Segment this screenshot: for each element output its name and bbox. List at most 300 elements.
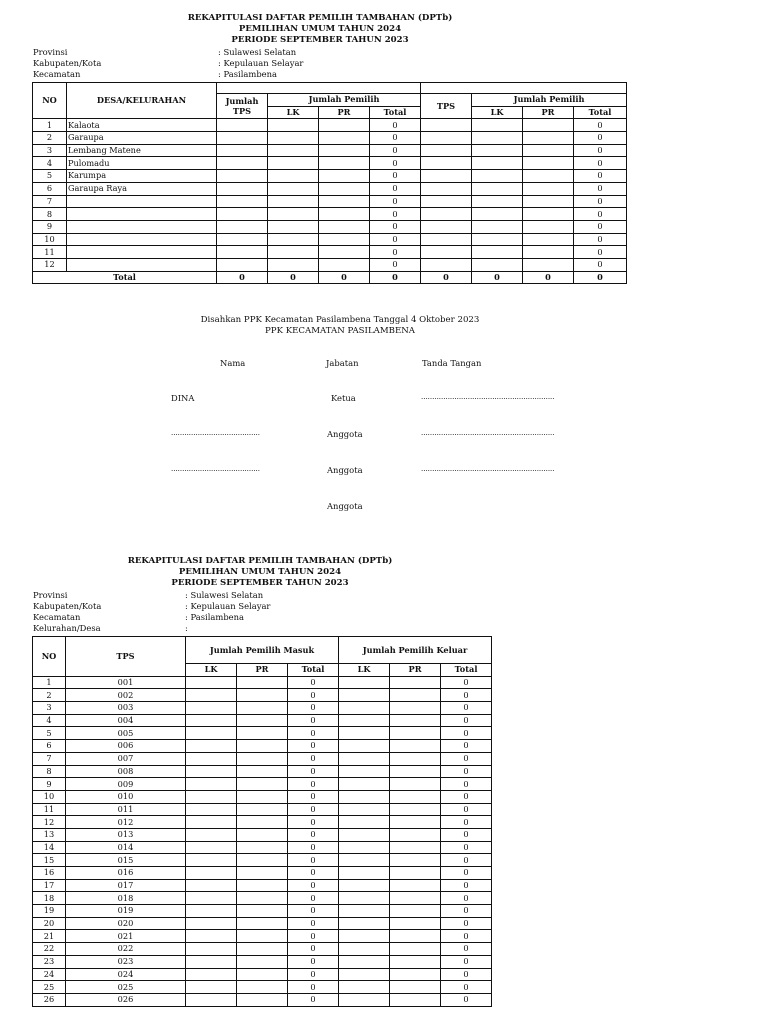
- table-row: [33, 182, 627, 195]
- table-row: [33, 208, 627, 221]
- row-total: 0: [288, 854, 339, 867]
- empty-cell: [421, 208, 472, 221]
- row-total: 0: [574, 170, 627, 183]
- row-total: 0: [441, 943, 492, 956]
- empty-cell: [472, 144, 523, 157]
- row-total: 0: [288, 841, 339, 854]
- row-total: 0: [441, 752, 492, 765]
- empty-cell: [390, 689, 441, 702]
- row-no: 1: [33, 119, 67, 132]
- table-row: [33, 930, 492, 943]
- empty-cell: [472, 258, 523, 271]
- empty-cell: [421, 119, 472, 132]
- row-total: 0: [370, 132, 421, 145]
- row-desa: [67, 233, 217, 246]
- row-total: 0: [441, 816, 492, 829]
- row-total: 0: [441, 702, 492, 715]
- row-no: 2: [33, 132, 67, 145]
- row-total: 0: [441, 828, 492, 841]
- empty-cell: [237, 841, 288, 854]
- row-no: 22: [33, 943, 66, 956]
- empty-cell: [472, 208, 523, 221]
- row-tps: 010: [66, 790, 186, 803]
- empty-cell: [523, 233, 574, 246]
- empty-cell: [237, 689, 288, 702]
- empty-cell: [390, 740, 441, 753]
- empty-cell: [237, 943, 288, 956]
- empty-cell: [390, 803, 441, 816]
- table-row: [33, 993, 492, 1006]
- row-no: 14: [33, 841, 66, 854]
- row-total: 0: [370, 119, 421, 132]
- signature-col-ttd: Tanda Tangan: [422, 358, 482, 368]
- row-total: 0: [288, 981, 339, 994]
- row-no: 5: [33, 727, 66, 740]
- row-total: 0: [574, 182, 627, 195]
- empty-cell: [186, 790, 237, 803]
- row-tps: 024: [66, 968, 186, 981]
- empty-cell: [186, 917, 237, 930]
- empty-cell: [339, 917, 390, 930]
- row-total: 0: [441, 930, 492, 943]
- row-tps: 011: [66, 803, 186, 816]
- row-no: 3: [33, 702, 66, 715]
- total-cell: 0: [574, 271, 627, 284]
- empty-cell: [186, 981, 237, 994]
- row-total: 0: [441, 841, 492, 854]
- row-tps: 017: [66, 879, 186, 892]
- empty-cell: [339, 892, 390, 905]
- row-total: 0: [574, 132, 627, 145]
- row-no: 9: [33, 220, 67, 233]
- empty-cell: [319, 233, 370, 246]
- total-cell: 0: [421, 271, 472, 284]
- signer-name: ........................................: [171, 465, 261, 473]
- empty-cell: [237, 752, 288, 765]
- row-total: 0: [288, 803, 339, 816]
- row-no: 26: [33, 993, 66, 1006]
- empty-cell: [339, 943, 390, 956]
- row-total: 0: [441, 803, 492, 816]
- row-tps: 003: [66, 702, 186, 715]
- table-row: [33, 943, 492, 956]
- empty-cell: [390, 930, 441, 943]
- row-total: 0: [288, 917, 339, 930]
- empty-cell: [472, 182, 523, 195]
- empty-cell: [237, 867, 288, 880]
- table-row: [33, 233, 627, 246]
- empty-cell: [186, 778, 237, 791]
- meta-label: Kecamatan: [33, 612, 81, 622]
- row-desa: [67, 246, 217, 259]
- row-total: 0: [370, 195, 421, 208]
- table-row: [33, 778, 492, 791]
- row-total: 0: [441, 981, 492, 994]
- empty-cell: [237, 803, 288, 816]
- empty-cell: [421, 233, 472, 246]
- empty-cell: [339, 905, 390, 918]
- table-row: [33, 816, 492, 829]
- signer-role: Anggota: [327, 465, 363, 475]
- table-row: [33, 905, 492, 918]
- row-no: 8: [33, 208, 67, 221]
- row-total: 0: [441, 968, 492, 981]
- total-cell: 0: [268, 271, 319, 284]
- signer-name: DINA: [171, 393, 195, 403]
- empty-cell: [186, 854, 237, 867]
- row-total: 0: [441, 993, 492, 1006]
- empty-cell: [217, 132, 268, 145]
- empty-cell: [523, 170, 574, 183]
- empty-cell: [237, 816, 288, 829]
- empty-cell: [268, 258, 319, 271]
- col-jumlah-tps-header: Jumlah TPS: [217, 94, 268, 119]
- empty-cell: [339, 867, 390, 880]
- total-cell: 0: [217, 271, 268, 284]
- empty-cell: [237, 828, 288, 841]
- empty-cell: [186, 892, 237, 905]
- col-pemilih-keluar-header: Jumlah Pemilih Keluar: [339, 637, 492, 664]
- empty-cell: [421, 144, 472, 157]
- empty-cell: [237, 765, 288, 778]
- empty-cell: [268, 119, 319, 132]
- empty-cell: [186, 841, 237, 854]
- empty-cell: [523, 208, 574, 221]
- col-no-header: NO: [33, 637, 66, 677]
- empty-cell: [421, 157, 472, 170]
- empty-cell: [390, 867, 441, 880]
- empty-cell: [472, 119, 523, 132]
- empty-cell: [237, 981, 288, 994]
- empty-cell: [421, 195, 472, 208]
- empty-cell: [237, 727, 288, 740]
- row-tps: 019: [66, 905, 186, 918]
- row-no: 23: [33, 955, 66, 968]
- empty-cell: [217, 182, 268, 195]
- empty-cell: [339, 790, 390, 803]
- row-no: 7: [33, 752, 66, 765]
- row-no: 20: [33, 917, 66, 930]
- col-lk-header: LK: [268, 106, 319, 119]
- desa-recap-table: [32, 82, 627, 284]
- empty-cell: [472, 246, 523, 259]
- row-no: 2: [33, 689, 66, 702]
- row-no: 10: [33, 233, 67, 246]
- empty-cell: [237, 917, 288, 930]
- empty-cell: [186, 702, 237, 715]
- empty-cell: [339, 676, 390, 689]
- empty-cell: [237, 905, 288, 918]
- empty-cell: [523, 258, 574, 271]
- empty-cell: [319, 119, 370, 132]
- empty-cell: [217, 208, 268, 221]
- table-row: [33, 220, 627, 233]
- empty-cell: [390, 892, 441, 905]
- row-desa: [67, 258, 217, 271]
- row-desa: Karumpa: [67, 170, 217, 183]
- row-total: 0: [288, 790, 339, 803]
- table-row: [33, 854, 492, 867]
- table-row: [33, 752, 492, 765]
- meta-row: [33, 612, 433, 623]
- row-total: 0: [574, 233, 627, 246]
- meta-label: Kelurahan/Desa: [33, 623, 101, 633]
- empty-cell: [390, 790, 441, 803]
- empty-cell: [390, 917, 441, 930]
- row-total: 0: [288, 676, 339, 689]
- row-total: 0: [574, 258, 627, 271]
- signer-role: Anggota: [327, 501, 363, 511]
- row-total: 0: [574, 195, 627, 208]
- row-total: 0: [574, 208, 627, 221]
- meta-value: : Pasilambena: [185, 612, 245, 622]
- row-total: 0: [288, 727, 339, 740]
- empty-cell: [319, 208, 370, 221]
- empty-cell: [390, 955, 441, 968]
- col-total-header: Total: [574, 106, 627, 119]
- row-total: 0: [288, 740, 339, 753]
- section1-title: [120, 13, 520, 46]
- empty-cell: [217, 220, 268, 233]
- empty-cell: [339, 981, 390, 994]
- empty-cell: [523, 119, 574, 132]
- row-total: 0: [288, 828, 339, 841]
- meta-value: : Kepulauan Selayar: [185, 601, 271, 611]
- table-row: [33, 119, 627, 132]
- section2-title: [60, 556, 460, 589]
- row-total: 0: [441, 790, 492, 803]
- row-total: 0: [441, 905, 492, 918]
- section1-title-line: PERIODE SEPTEMBER TAHUN 2023: [231, 35, 409, 45]
- empty-cell: [268, 182, 319, 195]
- row-no: 24: [33, 968, 66, 981]
- row-tps: 026: [66, 993, 186, 1006]
- row-total: 0: [288, 993, 339, 1006]
- empty-cell: [319, 220, 370, 233]
- empty-cell: [523, 144, 574, 157]
- meta-value: :: [185, 623, 188, 633]
- row-total: 0: [574, 246, 627, 259]
- col-pr-header: PR: [319, 106, 370, 119]
- approval-line: PPK KECAMATAN PASILAMBENA: [265, 326, 415, 336]
- meta-value: : Sulawesi Selatan: [185, 590, 264, 600]
- empty-cell: [390, 765, 441, 778]
- row-tps: 007: [66, 752, 186, 765]
- row-total: 0: [441, 676, 492, 689]
- empty-cell: [268, 208, 319, 221]
- row-no: 13: [33, 828, 66, 841]
- col-pr-header: PR: [523, 106, 574, 119]
- empty-cell: [339, 854, 390, 867]
- empty-cell: [390, 841, 441, 854]
- row-tps: 015: [66, 854, 186, 867]
- empty-cell: [319, 258, 370, 271]
- row-total: 0: [574, 220, 627, 233]
- empty-cell: [237, 714, 288, 727]
- row-tps: 018: [66, 892, 186, 905]
- empty-cell: [186, 993, 237, 1006]
- col-jumlah-pemilih-header: Jumlah Pemilih: [472, 94, 627, 107]
- empty-cell: [472, 157, 523, 170]
- row-no: 12: [33, 816, 66, 829]
- total-cell: 0: [472, 271, 523, 284]
- col-total-header: Total: [288, 664, 339, 677]
- empty-cell: [390, 905, 441, 918]
- empty-cell: [390, 981, 441, 994]
- row-total: 0: [574, 119, 627, 132]
- row-desa: Kalaota: [67, 119, 217, 132]
- row-tps: 009: [66, 778, 186, 791]
- row-desa: Pulomadu: [67, 157, 217, 170]
- empty-cell: [390, 816, 441, 829]
- signature-line: ............................................................: [421, 465, 555, 473]
- meta-label: Kecamatan: [33, 69, 81, 79]
- empty-cell: [390, 993, 441, 1006]
- empty-cell: [390, 778, 441, 791]
- row-total: 0: [441, 740, 492, 753]
- row-total: 0: [288, 905, 339, 918]
- row-tps: 016: [66, 867, 186, 880]
- empty-cell: [319, 144, 370, 157]
- row-no: 9: [33, 778, 66, 791]
- table-row: [33, 157, 627, 170]
- section2-title-line: PERIODE SEPTEMBER TAHUN 2023: [171, 578, 349, 588]
- meta-row: [33, 47, 433, 58]
- table-row: [33, 765, 492, 778]
- empty-cell: [339, 702, 390, 715]
- row-no: 15: [33, 854, 66, 867]
- empty-cell: [390, 854, 441, 867]
- section1-title-line: REKAPITULASI DAFTAR PEMILIH TAMBAHAN (DPTb): [187, 13, 453, 23]
- empty-cell: [186, 676, 237, 689]
- row-total: 0: [288, 930, 339, 943]
- signer-name: ........................................: [171, 429, 261, 437]
- empty-cell: [237, 790, 288, 803]
- row-total: 0: [288, 702, 339, 715]
- empty-cell: [186, 879, 237, 892]
- row-total: 0: [370, 208, 421, 221]
- signer-role: Ketua: [331, 393, 356, 403]
- meta-value: : Kepulauan Selayar: [218, 58, 304, 68]
- table-row: [33, 144, 627, 157]
- empty-cell: [523, 220, 574, 233]
- row-total: 0: [370, 170, 421, 183]
- empty-cell: [390, 943, 441, 956]
- row-tps: 025: [66, 981, 186, 994]
- row-no: 4: [33, 157, 67, 170]
- row-desa: [67, 208, 217, 221]
- table-row: [33, 968, 492, 981]
- row-total: 0: [441, 955, 492, 968]
- blank-header-cell: [217, 83, 421, 94]
- table-row: [33, 981, 492, 994]
- meta-label: Provinsi: [33, 47, 68, 57]
- row-no: 3: [33, 144, 67, 157]
- signer-role: Anggota: [327, 429, 363, 439]
- signature-col-jabatan: Jabatan: [326, 358, 359, 368]
- row-desa: Garaupa Raya: [67, 182, 217, 195]
- row-no: 4: [33, 714, 66, 727]
- empty-cell: [186, 727, 237, 740]
- empty-cell: [472, 195, 523, 208]
- empty-cell: [237, 676, 288, 689]
- empty-cell: [390, 968, 441, 981]
- empty-cell: [421, 220, 472, 233]
- table-row: [33, 676, 492, 689]
- empty-cell: [472, 132, 523, 145]
- table-row: [33, 867, 492, 880]
- empty-cell: [186, 740, 237, 753]
- row-desa: Garaupa: [67, 132, 217, 145]
- empty-cell: [390, 676, 441, 689]
- empty-cell: [421, 132, 472, 145]
- empty-cell: [390, 752, 441, 765]
- empty-cell: [186, 752, 237, 765]
- col-total-header: Total: [441, 664, 492, 677]
- empty-cell: [421, 258, 472, 271]
- section2-title-line: REKAPITULASI DAFTAR PEMILIH TAMBAHAN (DPTb): [127, 556, 393, 566]
- empty-cell: [390, 879, 441, 892]
- table-row: [33, 246, 627, 259]
- row-no: 11: [33, 803, 66, 816]
- row-total: 0: [441, 854, 492, 867]
- section2-title-line: PEMILIHAN UMUM TAHUN 2024: [178, 567, 342, 577]
- row-no: 11: [33, 246, 67, 259]
- row-total: 0: [441, 917, 492, 930]
- empty-cell: [237, 955, 288, 968]
- row-total: 0: [441, 727, 492, 740]
- col-pr-header: PR: [390, 664, 441, 677]
- empty-cell: [339, 879, 390, 892]
- row-tps: 008: [66, 765, 186, 778]
- empty-cell: [390, 727, 441, 740]
- row-total: 0: [441, 765, 492, 778]
- table-row: [33, 740, 492, 753]
- empty-cell: [339, 765, 390, 778]
- section1-title-line: PEMILIHAN UMUM TAHUN 2024: [238, 24, 402, 34]
- empty-cell: [339, 955, 390, 968]
- empty-cell: [421, 246, 472, 259]
- empty-cell: [339, 968, 390, 981]
- empty-cell: [217, 170, 268, 183]
- empty-cell: [217, 258, 268, 271]
- total-label: Total: [33, 271, 217, 284]
- empty-cell: [186, 968, 237, 981]
- table-row: [33, 727, 492, 740]
- row-total: 0: [288, 955, 339, 968]
- meta-row: [33, 58, 433, 69]
- table-row: [33, 803, 492, 816]
- table-row: [33, 790, 492, 803]
- row-total: 0: [370, 233, 421, 246]
- empty-cell: [421, 170, 472, 183]
- row-tps: 022: [66, 943, 186, 956]
- row-no: 19: [33, 905, 66, 918]
- empty-cell: [390, 828, 441, 841]
- row-tps: 014: [66, 841, 186, 854]
- empty-cell: [186, 930, 237, 943]
- row-no: 18: [33, 892, 66, 905]
- row-tps: 002: [66, 689, 186, 702]
- approval-block: [120, 315, 560, 337]
- empty-cell: [472, 170, 523, 183]
- table-row: [33, 892, 492, 905]
- row-total: 0: [288, 879, 339, 892]
- empty-cell: [472, 220, 523, 233]
- row-no: 12: [33, 258, 67, 271]
- row-no: 6: [33, 740, 66, 753]
- empty-cell: [523, 157, 574, 170]
